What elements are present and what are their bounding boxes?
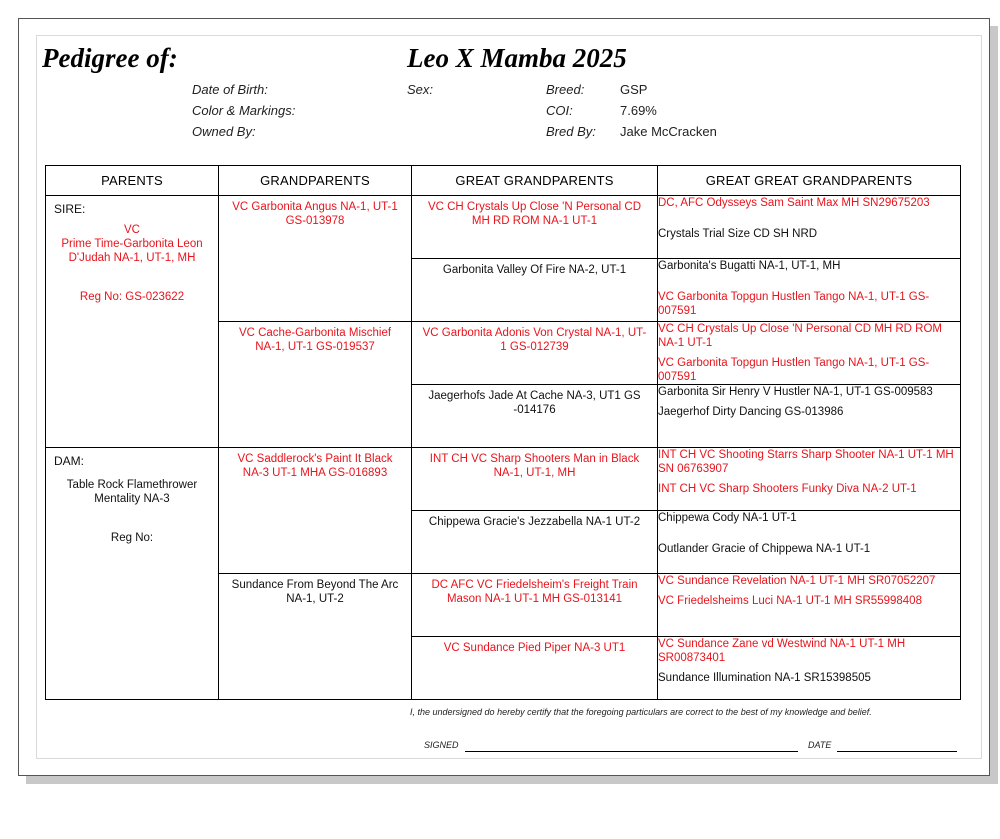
dam-reg: Reg No: bbox=[110, 532, 154, 544]
great-great-grandparent-sire: VC Sundance Zane vd Westwind NA-1 UT-1 MH SR00873401 bbox=[658, 638, 906, 664]
dam-name: Table Rock Flamethrower Mentality NA-3 bbox=[66, 479, 198, 505]
great-grandparent-name: Garbonita Valley Of Fire NA-2, UT-1 bbox=[442, 264, 627, 276]
grandparent-cell bbox=[219, 574, 412, 700]
great-great-grandparent-sire: VC Sundance Revelation NA-1 UT-1 MH SR07052207 bbox=[658, 575, 936, 587]
great-grandparent-name: VC Sundance Pied Piper NA-3 UT1 bbox=[443, 642, 626, 654]
signed-label: SIGNED bbox=[424, 740, 459, 750]
sex-label: Sex: bbox=[407, 82, 434, 97]
great-great-grandparent-dam: INT CH VC Sharp Shooters Funky Diva NA-2 UT-1 bbox=[658, 483, 917, 495]
bred-by-value: Jake McCracken bbox=[620, 124, 717, 139]
column-header-great-great-grandparents: GREAT GREAT GRANDPARENTS bbox=[658, 166, 961, 196]
great-great-grandparent-dam: VC Friedelsheims Luci NA-1 UT-1 MH SR55998408 bbox=[658, 595, 922, 607]
great-great-grandparent-sire: DC, AFC Odysseys Sam Saint Max MH SN29675203 bbox=[658, 197, 930, 209]
grandparent-name: VC Cache-Garbonita Mischief NA-1, UT-1 GS-019537 bbox=[238, 327, 392, 353]
column-header-grandparents: GRANDPARENTS bbox=[219, 166, 412, 196]
great-great-grandparent-dam: VC Garbonita Topgun Hustlen Tango NA-1, UT-1 GS-007591 bbox=[658, 357, 930, 383]
date-of-birth-label: Date of Birth: bbox=[192, 82, 268, 97]
grandparent-cell bbox=[219, 322, 412, 448]
great-great-grandparent-cell bbox=[658, 448, 961, 511]
pedigree-table bbox=[45, 165, 961, 700]
sire-name: VC Prime Time-Garbonita Leon D'Judah NA-1, UT-1, MH bbox=[61, 224, 203, 264]
column-header-parents: PARENTS bbox=[46, 166, 219, 196]
great-great-grandparent-cell bbox=[658, 259, 961, 322]
grandparent-name: Sundance From Beyond The Arc NA-1, UT-2 bbox=[231, 579, 399, 605]
owned-by-label: Owned By: bbox=[192, 124, 256, 139]
grandparent-name: VC Garbonita Angus NA-1, UT-1 GS-013978 bbox=[232, 201, 398, 227]
coi-value: 7.69% bbox=[620, 103, 657, 118]
date-line bbox=[837, 751, 957, 752]
bred-by-label: Bred By: bbox=[546, 124, 596, 139]
coi-label: COI: bbox=[546, 103, 573, 118]
great-great-grandparent-dam: Crystals Trial Size CD SH NRD bbox=[658, 228, 818, 240]
great-great-grandparent-dam: Sundance Illumination NA-1 SR15398505 bbox=[658, 672, 871, 684]
great-grandparent-name: VC CH Crystals Up Close 'N Personal CD MH RD ROM NA-1 UT-1 bbox=[427, 201, 642, 227]
great-grandparent-cell bbox=[412, 259, 658, 322]
great-great-grandparent-dam: VC Garbonita Topgun Hustlen Tango NA-1, UT-1 GS-007591 bbox=[658, 291, 930, 317]
great-grandparent-name: Chippewa Gracie's Jezzabella NA-1 UT-2 bbox=[428, 516, 641, 528]
great-great-grandparent-cell bbox=[658, 196, 961, 259]
dam-cell bbox=[46, 448, 219, 700]
date-label: DATE bbox=[808, 740, 832, 750]
table-row bbox=[46, 196, 961, 259]
great-grandparent-name: Jaegerhofs Jade At Cache NA-3, UT1 GS -014176 bbox=[428, 390, 641, 416]
grandparent-name: VC Saddlerock's Paint It Black NA-3 UT-1 MHA GS-016893 bbox=[237, 453, 393, 479]
great-grandparent-cell bbox=[412, 511, 658, 574]
great-grandparent-cell bbox=[412, 196, 658, 259]
table-row bbox=[46, 448, 961, 511]
signature-line bbox=[465, 751, 798, 752]
column-header-row bbox=[46, 166, 961, 196]
great-great-grandparent-cell bbox=[658, 574, 961, 637]
certification-statement: I, the undersigned do hereby certify that the foregoing particulars are correct to the best of my knowledge and belief. bbox=[410, 707, 872, 717]
great-grandparent-cell bbox=[412, 574, 658, 637]
sire-cell bbox=[46, 196, 219, 448]
grandparent-cell bbox=[219, 196, 412, 322]
sire-reg: Reg No: GS-023622 bbox=[79, 291, 185, 303]
great-great-grandparent-cell bbox=[658, 385, 961, 448]
breed-label: Breed: bbox=[546, 82, 585, 97]
great-great-grandparent-cell bbox=[658, 322, 961, 385]
color-markings-label: Color & Markings: bbox=[192, 103, 296, 118]
dam-label: DAM: bbox=[54, 454, 84, 468]
great-grandparent-cell bbox=[412, 637, 658, 700]
great-great-grandparent-cell bbox=[658, 637, 961, 700]
breed-value: GSP bbox=[620, 82, 648, 97]
great-grandparent-name: INT CH VC Sharp Shooters Man in Black NA-1, UT-1, MH bbox=[429, 453, 640, 479]
great-great-grandparent-sire: Garbonita Sir Henry V Hustler NA-1, UT-1 GS-009583 bbox=[658, 386, 933, 398]
great-great-grandparent-cell bbox=[658, 511, 961, 574]
great-great-grandparent-sire: Garbonita's Bugatti NA-1, UT-1, MH bbox=[658, 260, 841, 272]
great-grandparent-name: VC Garbonita Adonis Von Crystal NA-1, UT-1 GS-012739 bbox=[422, 327, 647, 353]
great-grandparent-cell bbox=[412, 385, 658, 448]
great-grandparent-cell bbox=[412, 448, 658, 511]
pedigree-title: Pedigree of: bbox=[42, 43, 178, 73]
great-great-grandparent-dam: Outlander Gracie of Chippewa NA-1 UT-1 bbox=[658, 543, 871, 555]
great-grandparent-cell bbox=[412, 322, 658, 385]
great-great-grandparent-dam: Jaegerhof Dirty Dancing GS-013986 bbox=[658, 406, 844, 418]
great-grandparent-name: DC AFC VC Friedelsheim's Freight Train Mason NA-1 UT-1 MH GS-013141 bbox=[431, 579, 638, 605]
dog-name: Leo X Mamba 2025 bbox=[407, 43, 627, 73]
great-great-grandparent-sire: INT CH VC Shooting Starrs Sharp Shooter NA-1 UT-1 MH SN 06763907 bbox=[658, 449, 954, 475]
great-great-grandparent-sire: VC CH Crystals Up Close 'N Personal CD MH RD ROM NA-1 UT-1 bbox=[658, 323, 942, 349]
grandparent-cell bbox=[219, 448, 412, 574]
great-great-grandparent-sire: Chippewa Cody NA-1 UT-1 bbox=[658, 512, 797, 524]
column-header-great-grandparents: GREAT GRANDPARENTS bbox=[412, 166, 658, 196]
sire-label: SIRE: bbox=[54, 202, 86, 216]
